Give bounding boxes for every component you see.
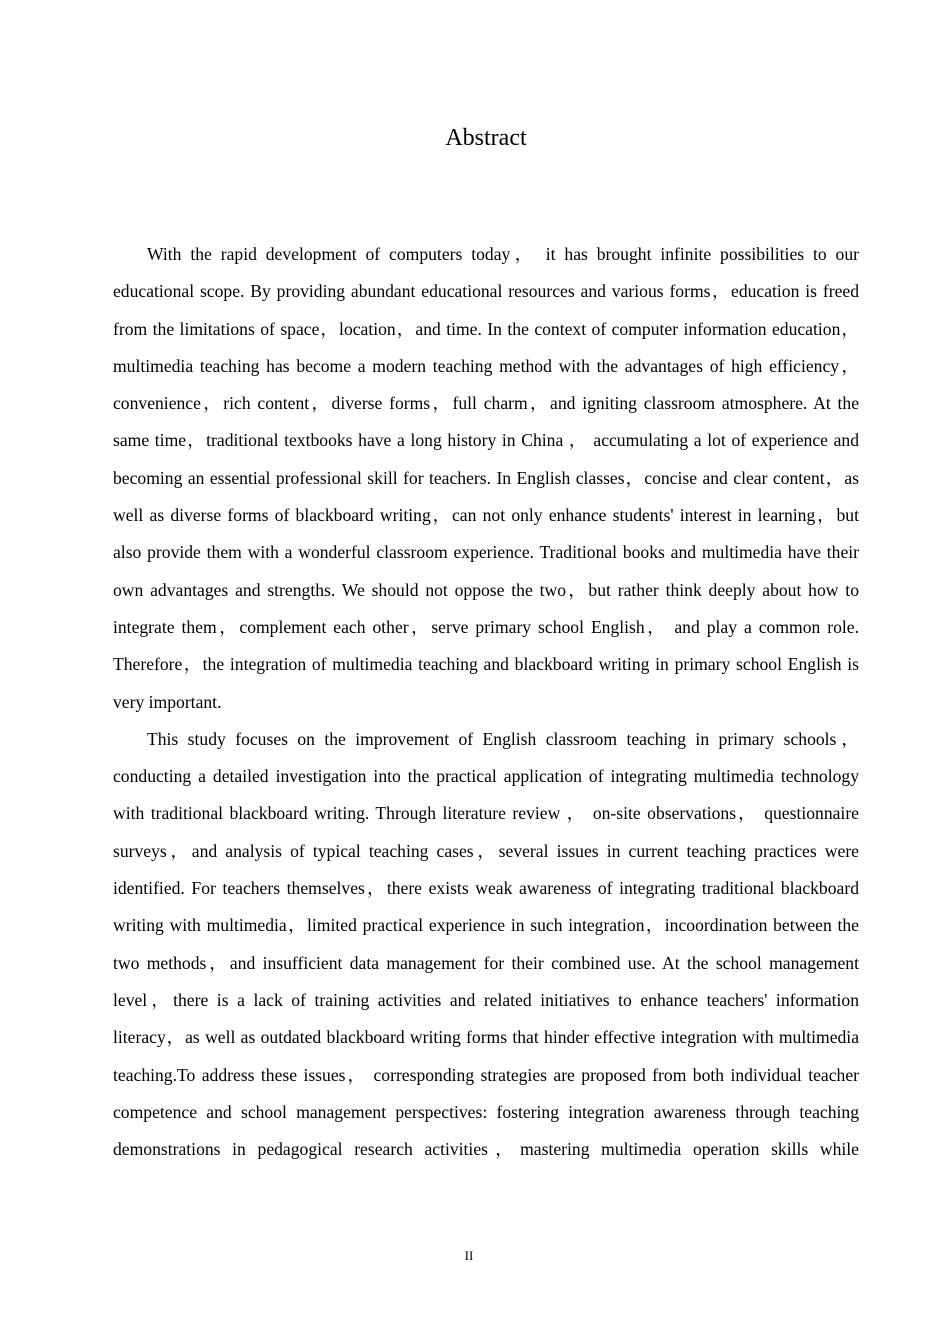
page-number: II [464, 1248, 474, 1263]
page-title: Abstract [445, 125, 527, 151]
abstract-paragraph-1: With the rapid development of computers today， it has brought infinite possibilities to our educational scope. By providing abundant educational resources and various forms，education is freed from the limitations of space，location，and time. In the context of computer information education，multimedia teaching has become a modern teaching method with the advantages of high efficiency，convenience，rich content，diverse forms，full charm，and igniting classroom atmosphere. At the same time，traditional textbooks have a long history in China ， accumulating a lot of experience and becoming an essential professional skill for teachers. In English classes，concise and clear content，as well as diverse forms of blackboard writing，can not only enhance students' interest in learning，but also provide them with a wonderful classroom experience. Traditional books and multimedia have their own advantages and strengths. We should not oppose the two，but rather think deeply about how to integrate them，complement each other，serve primary school English， and play a common role. Therefore，the integration of multimedia teaching and blackboard writing in primary school English is very important. [113, 244, 859, 712]
abstract-paragraph-2: This study focuses on the improvement of English classroom teaching in primary schools，conducting a detailed investigation into the practical application of integrating multimedia technology with traditional blackboard writing. Through literature review ， on-site observations， questionnaire surveys，and analysis of typical teaching cases，several issues in current teaching practices were identified. For teachers themselves，there exists weak awareness of integrating traditional blackboard writing with multimedia，limited practical experience in such integration，incoordination between the two methods，and insufficient data management for their combined use. At the school management level，there is a lack of training activities and related initiatives to enhance teachers' information literacy，as well as outdated blackboard writing forms that hinder effective integration with multimedia teaching.To address these issues， corresponding strategies are proposed from both individual teacher competence and school management perspectives: fostering integration awareness through teaching demonstrations in pedagogical research activities，mastering multimedia operation skills while [113, 728, 859, 1160]
abstract-body [113, 236, 859, 1168]
